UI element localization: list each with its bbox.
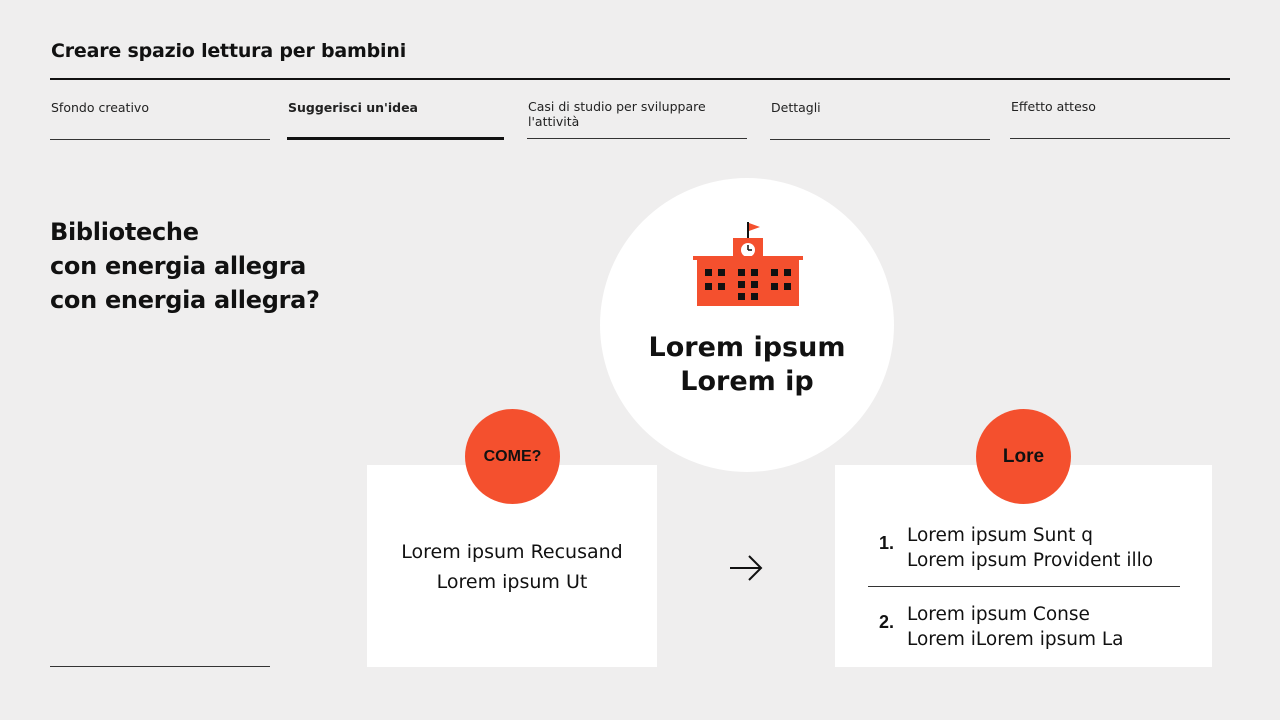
section-heading [50, 215, 320, 317]
how-card-line: Lorem ipsum Ut [436, 571, 588, 593]
list-item-number: 2. [879, 612, 895, 632]
list-item-text [907, 523, 1153, 573]
how-card-text [362, 537, 662, 597]
tab-casi-di-studio[interactable] [527, 99, 747, 139]
center-text-line: Lorem ip [680, 366, 814, 397]
heading-line: Biblioteche [50, 218, 199, 246]
list-item-text [907, 602, 1124, 652]
arrow-right-icon [727, 552, 765, 584]
center-text [600, 331, 894, 399]
bottom-divider [50, 666, 270, 667]
list-item-number: 1. [879, 533, 895, 553]
school-building-icon [693, 222, 803, 306]
list-item [835, 602, 1212, 662]
tab-sfondo-creativo[interactable] [50, 100, 270, 140]
tab-label: Casi di studio per sviluppare l'attività [528, 99, 706, 129]
list-item-line: Lorem iLorem ipsum La [907, 629, 1124, 650]
list-item [835, 523, 1212, 583]
step-tabs [0, 0, 1280, 140]
result-badge: Lore [976, 409, 1071, 504]
tab-label: Sfondo creativo [51, 100, 149, 115]
heading-line: con energia allegra [50, 252, 307, 280]
how-badge: COME? [465, 409, 560, 504]
tab-label: Suggerisci un'idea [288, 100, 418, 115]
how-card-line: Lorem ipsum Recusand [401, 541, 623, 563]
tab-label: Dettagli [771, 100, 821, 115]
center-text-line: Lorem ipsum [648, 332, 846, 363]
list-divider [868, 586, 1180, 587]
tab-dettagli[interactable] [770, 100, 990, 140]
list-item-line: Lorem ipsum Conse [907, 604, 1090, 625]
page-title: Creare spazio lettura per bambini [51, 40, 407, 62]
heading-line: con energia allegra? [50, 286, 320, 314]
tab-label: Effetto atteso [1011, 99, 1096, 114]
tab-effetto-atteso[interactable] [1010, 99, 1230, 139]
center-circle [600, 178, 894, 472]
list-item-line: Lorem ipsum Sunt q [907, 525, 1094, 546]
tab-suggerisci-idea[interactable] [287, 100, 504, 140]
list-item-line: Lorem ipsum Provident illo [907, 550, 1154, 571]
